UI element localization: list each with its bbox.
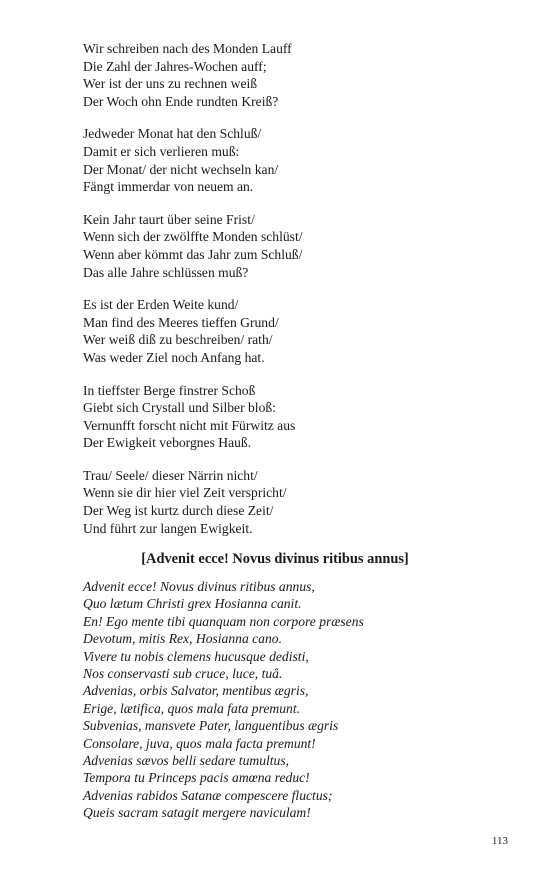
poem-line: Wer ist der uns zu rechnen weiß bbox=[83, 76, 258, 92]
latin-line: Subvenias, mansvete Pater, languentibus ægris bbox=[83, 718, 339, 734]
poem-line: Es ist der Erden Weite kund/ bbox=[83, 297, 239, 313]
latin-line: Vivere tu nobis clemens hucusque dedisti, bbox=[83, 648, 309, 664]
poem-line: Der Ewigkeit veborgnes Hauß. bbox=[83, 435, 252, 451]
poem-line: Der Weg ist kurtz durch diese Zeit/ bbox=[83, 503, 274, 519]
poem-line: In tieffster Berge finstrer Schoß bbox=[83, 382, 256, 398]
poem-line: Und führt zur langen Ewigkeit. bbox=[83, 520, 253, 536]
poem-line: Wir schreiben nach des Monden Lauff bbox=[83, 41, 292, 56]
page-number: 113 bbox=[491, 835, 508, 847]
latin-line: Advenias rabidos Satanæ compescere fluctus; bbox=[83, 787, 333, 803]
poem-line: Die Zahl der Jahres-Wochen auff; bbox=[83, 58, 267, 74]
latin-line: En! Ego mente tibi quanquam non corpore præsens bbox=[83, 613, 364, 629]
latin-line: Queis sacram satagit mergere naviculam! bbox=[83, 805, 311, 821]
latin-line: Consolare, juva, quos mala facta premunt! bbox=[83, 735, 316, 751]
latin-line: Quo lætum Christi grex Hosianna canit. bbox=[83, 596, 302, 612]
latin-line: Devotum, mitis Rex, Hosianna cano. bbox=[83, 631, 282, 647]
latin-line: Advenias, orbis Salvator, mentibus ægris, bbox=[83, 683, 309, 699]
poem-line: Was weder Ziel noch Anfang hat. bbox=[83, 349, 265, 365]
latin-line: Erige, lætifica, quos mala fata premunt. bbox=[83, 700, 300, 716]
poem-line: Giebt sich Crystall und Silber bloß: bbox=[83, 400, 276, 416]
stanza-2 bbox=[83, 125, 503, 195]
german-poem bbox=[83, 40, 503, 552]
poem-line: Das alle Jahre schlüssen muß? bbox=[83, 264, 249, 280]
poem-line: Der Monat/ der nicht wechseln kan/ bbox=[83, 161, 279, 177]
poem-line: Wenn aber kömmt das Jahr zum Schluß/ bbox=[83, 246, 303, 262]
latin-line: Advenias sævos belli sedare tumultus, bbox=[83, 753, 290, 769]
poem-line: Wenn sie dir hier viel Zeit verspricht/ bbox=[83, 485, 287, 501]
poem-line: Der Woch ohn Ende rundten Kreiß? bbox=[83, 93, 279, 109]
poem-line: Trau/ Seele/ dieser Närrin nicht/ bbox=[83, 467, 258, 483]
poem-line: Wenn sich der zwölffte Monden schlüst/ bbox=[83, 229, 303, 245]
poem-line: Damit er sich verlieren muß: bbox=[83, 143, 240, 159]
latin-poem-heading: [Advenit ecce! Novus divinus ritibus annus] bbox=[141, 551, 409, 567]
poem-line: Fängt immerdar von neuem an. bbox=[83, 179, 254, 195]
poem-line: Vernunfft forscht nicht mit Fürwitz aus bbox=[83, 417, 296, 433]
latin-line: Nos conservasti sub cruce, luce, tuâ. bbox=[83, 666, 283, 682]
stanza-3 bbox=[83, 211, 503, 281]
stanza-5 bbox=[83, 382, 503, 452]
poem-line: Wer weiß diß zu beschreiben/ rath/ bbox=[83, 332, 273, 348]
poem-line: Man find des Meeres tieffen Grund/ bbox=[83, 314, 279, 330]
poem-line: Jedweder Monat hat den Schluß/ bbox=[83, 126, 262, 142]
latin-line: Advenit ecce! Novus divinus ritibus annus, bbox=[83, 579, 315, 594]
latin-line: Tempora tu Princeps pacis amœna reduc! bbox=[83, 770, 310, 786]
latin-poem bbox=[83, 578, 503, 822]
stanza-4 bbox=[83, 296, 503, 366]
poem-line: Kein Jahr taurt über seine Frist/ bbox=[83, 211, 255, 227]
stanza-1 bbox=[83, 40, 503, 110]
stanza-6 bbox=[83, 467, 503, 537]
